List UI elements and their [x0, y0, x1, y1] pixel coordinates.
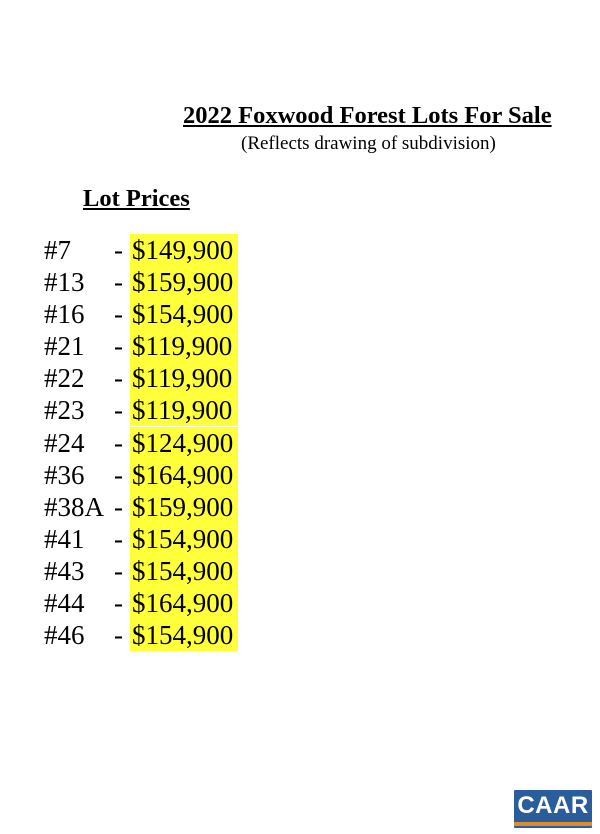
lot-row	[0, 427, 600, 459]
lot-number: #38A	[44, 491, 104, 522]
lot-row	[0, 330, 600, 362]
lot-row	[0, 523, 600, 555]
lot-dash: -	[114, 427, 123, 458]
lot-dash: -	[114, 588, 123, 619]
lot-number: #13	[44, 267, 85, 298]
lot-number: #23	[44, 395, 85, 426]
lot-price: $154,900	[130, 298, 238, 330]
lot-price-list	[0, 234, 600, 651]
lot-number: #36	[44, 459, 85, 490]
lot-price: $124,900	[130, 427, 238, 459]
lot-row	[0, 234, 600, 266]
lot-price: $154,900	[130, 523, 238, 555]
lot-price: $159,900	[130, 491, 238, 523]
lot-number: #24	[44, 427, 85, 458]
lot-prices-heading: Lot Prices	[83, 185, 190, 212]
lot-row	[0, 587, 600, 619]
lot-number: #21	[44, 331, 85, 362]
lot-row	[0, 619, 600, 651]
lot-number: #41	[44, 523, 85, 554]
lot-dash: -	[114, 459, 123, 490]
lot-dash: -	[114, 331, 123, 362]
lot-dash: -	[114, 523, 123, 554]
lot-dash: -	[114, 555, 123, 586]
lot-row	[0, 362, 600, 394]
lot-number: #22	[44, 363, 85, 394]
lot-row	[0, 298, 600, 330]
lot-number: #7	[44, 235, 71, 265]
caar-logo-text: CAAR	[517, 792, 589, 819]
lot-row	[0, 459, 600, 491]
lot-price: $119,900	[130, 362, 238, 394]
lot-dash: -	[114, 395, 123, 426]
lot-row	[0, 491, 600, 523]
lot-price: $154,900	[130, 619, 238, 651]
lot-dash: -	[114, 299, 123, 330]
lot-row	[0, 394, 600, 426]
lot-number: #44	[44, 588, 85, 619]
caar-logo-stripe	[514, 822, 592, 826]
lot-row	[0, 555, 600, 587]
lot-row	[0, 266, 600, 298]
lot-dash: -	[114, 235, 123, 265]
lot-price: $164,900	[130, 587, 238, 619]
document-subtitle: (Reflects drawing of subdivision)	[241, 133, 496, 154]
lot-price: $164,900	[130, 459, 238, 491]
lot-price: $119,900	[130, 330, 238, 362]
lot-dash: -	[114, 620, 123, 651]
lot-dash: -	[114, 363, 123, 394]
lot-price: $159,900	[130, 266, 238, 298]
lot-dash: -	[114, 267, 123, 298]
document-title: 2022 Foxwood Forest Lots For Sale	[183, 102, 552, 129]
lot-price: $119,900	[130, 394, 238, 426]
lot-number: #46	[44, 620, 85, 651]
lot-price: $154,900	[130, 555, 238, 587]
caar-logo	[514, 790, 592, 828]
lot-number: #43	[44, 555, 85, 586]
lot-dash: -	[114, 491, 123, 522]
lot-price: $149,900	[130, 234, 238, 266]
lot-number: #16	[44, 299, 85, 330]
